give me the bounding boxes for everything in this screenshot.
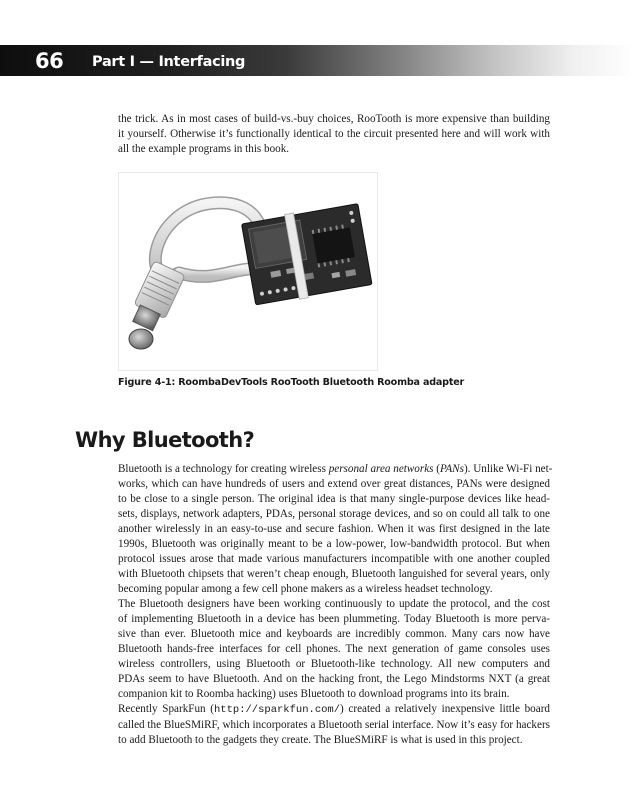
emphasis-pans: PANs (439, 463, 464, 475)
text-line: it yourself. Otherwise it’s functionally identical to the circuit presented here and will work with (118, 128, 550, 140)
text-line: called the BlueSMiRF, which incorporates a Bluetooth serial interface. Now it’s easy for hackers (118, 719, 550, 731)
paragraph-bluetooth-growth (118, 597, 550, 702)
emphasis-pan: personal area networks (328, 463, 434, 475)
text-line: 1990s, Bluetooth was originally meant to be a low-power, low-bandwidth protocol. But when (118, 538, 550, 550)
figure-caption (118, 377, 464, 388)
figure-photo (118, 172, 378, 371)
rootooth-adapter-illustration (119, 173, 377, 370)
page-number: 66 (35, 49, 64, 73)
text-line: works, which can have hundreds of users and extend over great distances, PANs were designed (118, 478, 550, 490)
text-line: to be close to a single person. The original idea is that many single-purpose devices like head- (118, 493, 550, 505)
text-line: Bluetooth hands-free interfaces for cell phones. The next generation of game consoles uses (118, 643, 550, 655)
text-line: Recently SparkFun (http://sparkfun.com/) created a relatively inexpensive little board (118, 703, 550, 716)
sparkfun-url: http://sparkfun.com/ (214, 704, 341, 716)
section-heading: Why Bluetooth? (75, 428, 255, 452)
text-line: sets, displays, network adapters, PDAs, personal storage devices, and so on could all talk to one (118, 508, 550, 520)
paragraph-bluetooth-intro (118, 462, 553, 597)
text-line: companion kit to Roomba hacking) uses Bluetooth to download programs into its brain. (118, 688, 510, 700)
text-line: becoming popular among a few cell phone makers as a wireless headset technology. (118, 583, 493, 595)
text-line: wireless controllers, using Bluetooth or Bluetooth-like technology. All new computers and (118, 658, 550, 670)
text-line: all the example programs in this book. (118, 143, 290, 155)
text-line: PDAs seem to have Bluetooth. And on the hacking front, the Lego Mindstorms NXT (a great (118, 673, 550, 685)
intro-paragraph (118, 112, 550, 157)
figure-label: Figure 4-1: (118, 377, 176, 388)
text-line: to add Bluetooth to the gadgets they create. The BlueSMiRF is what is used in this project. (118, 734, 523, 746)
text-line: Bluetooth is a technology for creating wireless personal area networks (PANs). Unlike Wi-Fi net- (118, 463, 553, 475)
text-line: with Bluetooth chipsets that weren’t cheap enough, Bluetooth languished for several years, only (118, 568, 550, 580)
text-line: the trick. As in most cases of build-vs.-buy choices, RooTooth is more expensive than building (118, 113, 550, 125)
figure-caption-text: RoombaDevTools RooTooth Bluetooth Roomba adapter (178, 377, 465, 388)
text-line: protocol issues arose that made various manufacturers incompatible with one another coupled (118, 553, 550, 565)
text-line: of implementing Bluetooth in a device has been plummeting. Today Bluetooth is more perva- (118, 613, 550, 625)
text-line: another wirelessly in an easy-to-use and secure fashion. When it was first designed in the late (118, 523, 550, 535)
text-line: sive than ever. Bluetooth mice and keyboards are incredibly common. Many cars now have (118, 628, 550, 640)
text-line: The Bluetooth designers have been working continuously to update the protocol, and the cost (118, 598, 550, 610)
paragraph-bluesmirf (118, 702, 550, 748)
part-title: Part I — Interfacing (92, 54, 246, 70)
